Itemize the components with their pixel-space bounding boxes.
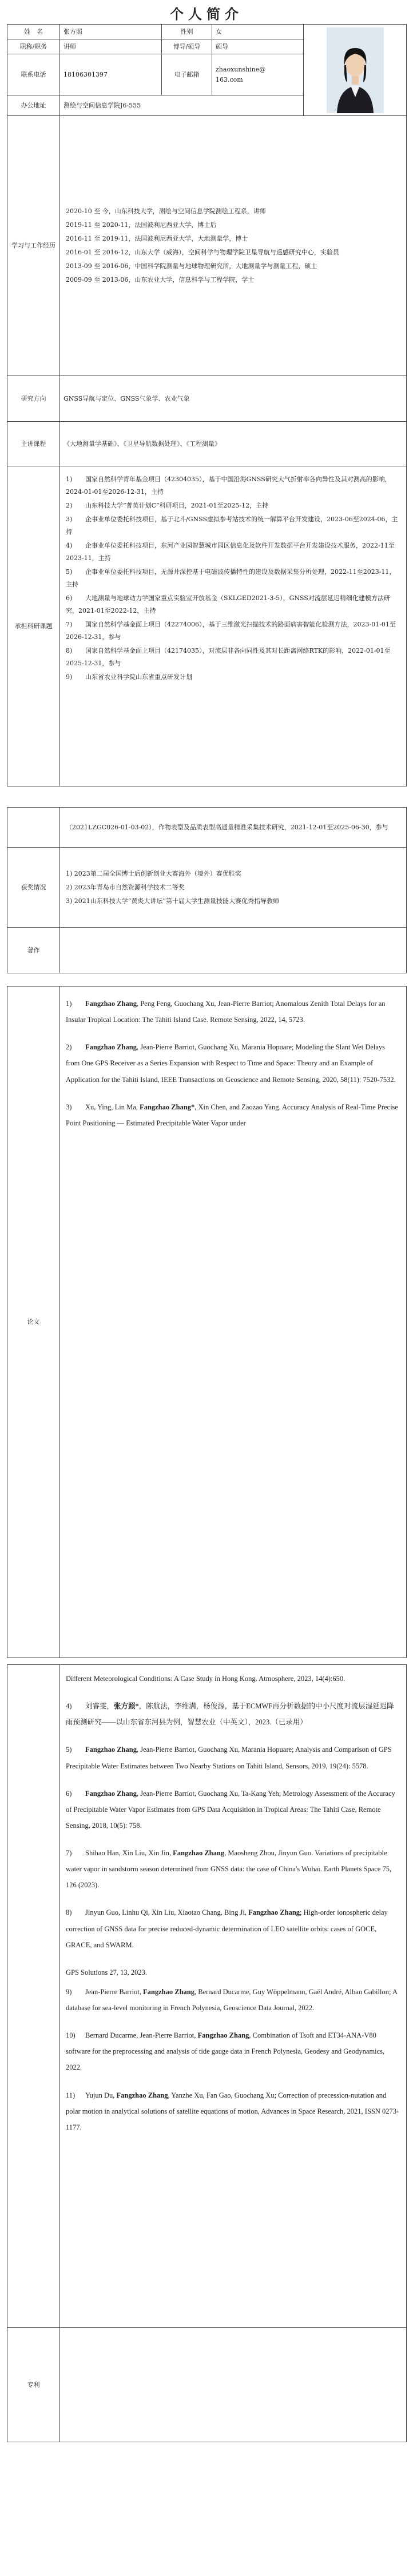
title-label: 职称/职务 xyxy=(7,39,60,54)
award-item: 1) 2023第二届全国博士后创新创业大赛海外（境外）赛优胜奖 xyxy=(66,869,241,877)
education-list xyxy=(60,116,407,376)
projects-continuation xyxy=(60,808,407,848)
paper-ref-cont: GPS Solutions 27, 13, 2023. xyxy=(66,1968,148,1976)
page-4 xyxy=(7,1664,406,2573)
awards-label: 获奖情况 xyxy=(7,848,60,928)
research-label: 研究方向 xyxy=(7,376,60,422)
portrait-photo xyxy=(327,27,384,113)
page-3 xyxy=(7,986,406,1663)
education-item: 2016-11 至 2019-11，法国波利尼西亚大学，大地测量学，博士 xyxy=(66,235,248,242)
project-item: 8) 国家自然科学基金面上项目（42174035），对流层非各向同性及其对长距离网络RTK的影响，2022-01-01至2025-12-31，参与 xyxy=(66,647,391,667)
research-value: GNSS导航与定位、GNSS气象学、农业气象 xyxy=(60,376,407,422)
awards-list xyxy=(60,848,407,928)
project-item: 7) 国家自然科学基金面上项目（42274006），基于三维激光扫描技术的路面病害智能化检测方法，2023-01-01至2026-12-31，参与 xyxy=(66,621,396,641)
award-item: 2) 2023年青岛市自然资源科学技术二等奖 xyxy=(66,883,185,891)
award-item: 3) 2021山东科技大学“黄炎大讲坛”第十届大学生测量技能大赛优秀指导教师 xyxy=(66,897,280,905)
degree-label: 博导/硕导 xyxy=(162,39,212,54)
education-label: 学习与工作经历 xyxy=(7,116,60,376)
paper-ref: 3) Xu, Ying, Lin Ma, Fangzhao Zhang*, Xin Chen, and Zaozao Yang. Accuracy Analysis of Real-Time Precise Point Positioning — Estimated Precipitable Water Vapor under xyxy=(66,1103,398,1127)
office-label: 办公地址 xyxy=(7,95,60,116)
email-line2: 163.com xyxy=(216,75,243,83)
education-item: 2016-01 至 2016-12，山东大学（威海），空间科学与物理学院卫星导航与遥感研究中心，实验员 xyxy=(66,249,339,256)
photo-cell xyxy=(304,25,407,116)
papers-label: 论文 xyxy=(7,987,60,1658)
project-item: 4) 企事业单位委托科技项目，东河产业园智慧城市园区信息化及软件开发数据平台开发建设技术服务，2022-11至2023-11，主持 xyxy=(66,542,395,562)
paper-ref: 5) Fangzhao Zhang, Jean-Pierre Barriot, Guochang Xu, Marania Hopuare; Analysis and Comparison of GPS Precipitable Water Estimates between Two Nearby Stations on Tahiti Island, Sensors, 2019, 19(24): 5578. xyxy=(66,1746,392,1770)
name-label: 姓 名 xyxy=(7,25,60,39)
papers-cont-label-cell xyxy=(7,1665,60,2328)
projects-list xyxy=(60,466,407,786)
degree-value: 硕导 xyxy=(212,39,304,54)
email-line1: zhaoxunshine@ xyxy=(216,65,266,73)
paper-ref: 1) Fangzhao Zhang, Peng Feng, Guochang Xu, Jean-Pierre Barriot; Anomalous Zenith Total Delays for an Insular Tropical Location: The Tahiti Island Case. Remote Sensing, 2022, 14, 5723. xyxy=(66,1000,386,1024)
papers-table-cont xyxy=(7,1664,407,2442)
patents-label: 专利 xyxy=(7,2328,60,2442)
title-value: 讲师 xyxy=(60,39,162,54)
projects-cont-label-cell xyxy=(7,808,60,848)
paper-ref: 6) Fangzhao Zhang, Jean-Pierre Barriot, Guochang Xu, Ta-Kang Yeh; Metrology Assessment of the Accuracy of Precipitable Water Vapor Estimates from GPS Data Acquisition in Tropical Areas: The Tahiti Case, Remote Sensing, 2018, 10(5): 758. xyxy=(66,1789,395,1830)
phone-label: 联系电话 xyxy=(7,54,60,95)
phone-value: 18106301397 xyxy=(60,54,162,95)
education-item: 2013-09 至 2016-06，中国科学院测量与地球物理研究所，大地测量学与测量工程，硕士 xyxy=(66,262,317,270)
paper-ref: 7) Shihao Han, Xin Liu, Xin Jin, Fangzhao Zhang, Maosheng Zhou, Jinyun Guo. Variations of precipitable water vapor in sandstorm season determined from GNSS data: the case of China's Wuhai. Earth Planets Space 75, 126 (2023). xyxy=(66,1849,392,1890)
gender-label: 性别 xyxy=(162,25,212,39)
project-item: 1) 国家自然科学青年基金项目（42304035），基于中国沿海GNSS研究大气折射率各向异性及其对测高的影响，2024-01-01至2026-12-31，主持 xyxy=(66,476,391,496)
office-value: 测绘与空间信息学院J6-555 xyxy=(60,95,304,116)
paper-ref: 10) Bernard Ducarme, Jean-Pierre Barriot, Fangzhao Zhang, Combination of Tsoft and ET34-ANA-V80 software for the preprocessing and analysis of tide gauge data in French Polynesia, Geodesy and Geodynamics, 2022. xyxy=(66,2031,385,2072)
papers-list-cont xyxy=(60,1665,407,2328)
profile-table xyxy=(7,24,407,786)
courses-value: 《大地测量学基础》、《卫星导航数据处理》、《工程测量》 xyxy=(60,422,407,466)
project-item: 2) 山东科技大学“菁英计划C”科研项目，2021-01至2025-12，主持 xyxy=(66,502,269,509)
papers-table xyxy=(7,986,407,1658)
page-title: 个人简介 xyxy=(170,6,243,22)
email-label: 电子邮箱 xyxy=(162,54,212,95)
paper-ref: 4) 刘睿雯，张方照*，陈航法，李维满，杨俊源，基于ECMWF再分析数据的中小尺度对流层湿延迟降雨预测研究——以山东省东河县为例，智慧农业（中英文），2023.（已录用） xyxy=(66,1702,394,1727)
education-item: 2009-09 至 2013-06，山东农业大学，信息科学与工程学院，学士 xyxy=(66,276,255,283)
email-value xyxy=(212,54,304,95)
project-item: 3) 企事业单位委托科技项目，基于北斗/GNSS虚拟参考站技术的统一解算平台开发建设，2023-06至2024-06，主持 xyxy=(66,516,398,536)
page-2 xyxy=(7,807,406,979)
project-item: 9) 山东省农业科学院山东省重点研发计划 xyxy=(66,673,192,681)
paper-ref-cont: Different Meteorological Conditions: A Case Study in Hong Kong. Atmosphere, 2023, 14(4):650. xyxy=(66,1675,346,1683)
project-cont-text: （2021LZGC026-01-03-02），作物表型及品质表型高通量精准采集技术研究，2021-12-01至2025-06-30，参与 xyxy=(66,823,388,831)
papers-list xyxy=(60,987,407,1658)
project-item: 5) 企事业单位委托科技项目，无源井深控基于电磁波传播特性的建设及数据采集分析处理，2022-11至2023-11，主持 xyxy=(66,568,396,588)
education-item: 2019-11 至 2020-11，法国波利尼西亚大学，博士后 xyxy=(66,221,217,229)
education-item: 2020-10 至 今，山东科技大学，测绘与空间信息学院测绘工程系，讲师 xyxy=(66,207,266,215)
paper-ref: 11) Yujun Du, Fangzhao Zhang, Yanzhe Xu, Fan Gao, Guochang Xu; Correction of precession-nutation and polar motion in analytical solutions of satellite equations of motion, Advances in Space Research, 2021, ISSN 0273-1177. xyxy=(66,2091,399,2131)
writings-value xyxy=(60,928,407,973)
project-item: 6) 大地测量与地球动力学国家重点实验室开放基金（SKLGED2021-3-5），GNSS对流层延迟精细化建模方法研究，2021-01至2022-12，主持 xyxy=(66,594,390,614)
gender-value: 女 xyxy=(212,25,304,39)
page-1 xyxy=(7,5,406,802)
portrait-icon xyxy=(327,27,384,113)
patents-value xyxy=(60,2328,407,2442)
awards-table xyxy=(7,807,407,973)
projects-label: 承担科研课题 xyxy=(7,466,60,786)
paper-ref: 2) Fangzhao Zhang, Jean-Pierre Barriot, Guochang Xu, Marania Hopuare; Modeling the Slant Wet Delays from One GPS Receiver as a Series Expansion with Respect to Time and Space: Theory and an Example of Application for the Tahiti Island, IEEE Transactions on Geoscience and Remote Sensing, 2020, 58(11): 7520-7532. xyxy=(66,1043,396,1084)
paper-ref: 9) Jean-Pierre Barriot, Fangzhao Zhang, Bernard Ducarme, Guy Wöppelmann, Gaël André, Alban Gabillon; A database for sea-level monitoring in French Polynesia, Geoscience Data Journal, 2022. xyxy=(66,1987,398,2012)
writings-label: 著作 xyxy=(7,928,60,973)
paper-ref: 8) Jinyun Guo, Linhu Qi, Xin Liu, Xiaotao Chang, Bing Ji, Fangzhao Zhang; High-order ionospheric delay correction of GNSS data for precise reduced-dynamic determination of LEO satellite orbits: cases of GOCE, GRACE, and SWARM. xyxy=(66,1908,388,1949)
courses-label: 主讲课程 xyxy=(7,422,60,466)
name-value: 张方照 xyxy=(60,25,162,39)
